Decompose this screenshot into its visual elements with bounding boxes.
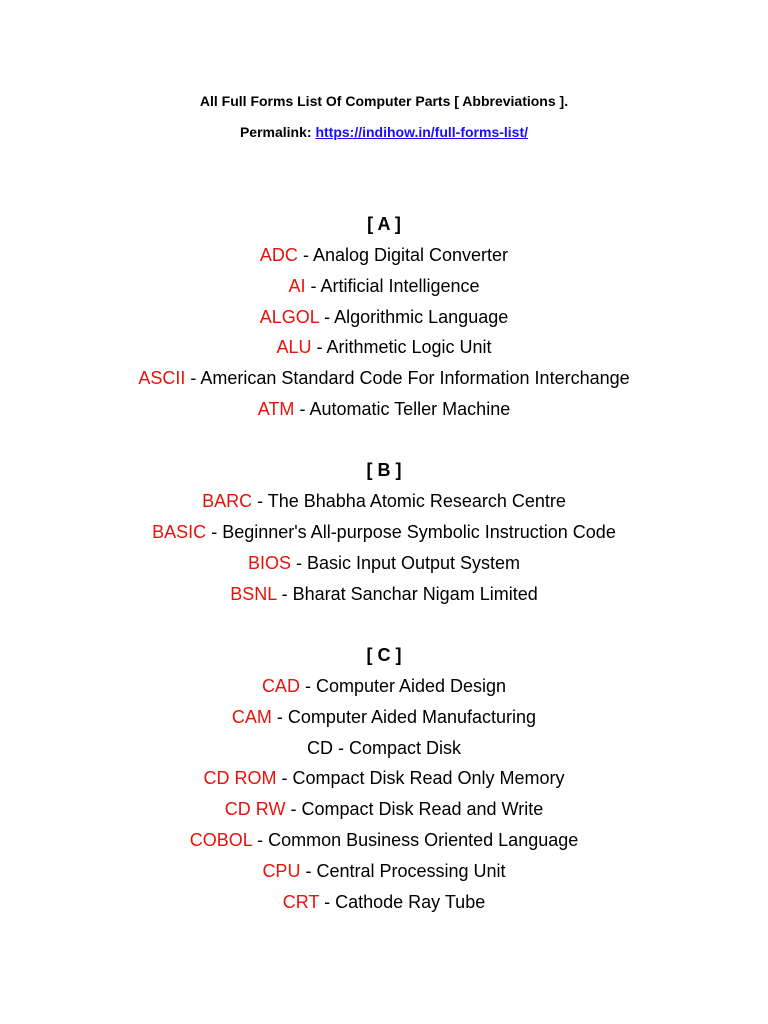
separator: - [285,799,302,820]
separator: - [276,583,293,604]
section-spacer [0,425,768,456]
abbreviation: CD ROM [203,768,277,789]
abbreviation: CAM [231,706,272,727]
section-block [0,455,768,609]
abbreviation: ADC [259,245,298,265]
abbreviation-entry [0,763,768,794]
abbreviation-entry [0,240,768,271]
full-form: Basic Input Output System [306,552,521,573]
separator: - [276,768,293,789]
abbreviation: CAD [261,675,300,696]
document-title: All Full Forms List Of Computer Parts [ Abbreviations ]. [199,93,569,109]
full-form: The Bhabha Atomic Research Centre [267,491,566,512]
full-form: Arithmetic Logic Unit [326,337,492,358]
full-form: Cathode Ray Tube [335,891,486,912]
permalink-link[interactable]: https://indihow.in/full-forms-list/ [315,124,529,140]
separator: - [300,860,317,881]
abbreviation-entry [0,486,768,517]
abbreviation-entry [0,856,768,887]
abbreviation: BIOS [247,552,291,573]
separator: - [305,275,321,296]
abbreviation-entry [0,733,768,764]
permalink-label: Permalink: [239,124,312,140]
abbreviation: ALGOL [259,306,320,327]
abbreviation-entry [0,548,768,579]
full-form: Computer Aided Design [315,675,507,696]
abbreviation-entry [0,394,768,425]
separator: - [206,522,223,543]
separator: - [271,706,288,727]
separator: - [290,552,307,573]
separator: - [252,491,268,512]
separator: - [294,398,310,419]
separator: - [297,245,313,265]
separator: - [319,306,335,327]
full-form: Beginner's All-purpose Symbolic Instruction Code [222,522,616,543]
abbreviation: BSNL [230,583,277,604]
abbreviation: CPU [262,860,301,881]
abbreviation-entry [0,517,768,548]
abbreviation-entry [0,363,768,394]
abbreviation-entry [0,332,768,363]
abbreviation: CD RW [224,799,286,820]
abbreviation-entry [0,302,768,333]
abbreviation: BASIC [152,522,207,543]
abbreviation: CRT [282,891,320,912]
full-form: Compact Disk Read and Write [301,799,544,820]
full-form: Common Business Oriented Language [268,829,579,850]
section-block [0,209,768,425]
permalink-line [0,121,768,143]
abbreviation-sections [0,209,768,917]
abbreviation-entry [0,702,768,733]
full-form: Artificial Intelligence [320,275,480,296]
separator: - [185,368,201,389]
section-block [0,640,768,917]
abbreviation-entry [0,794,768,825]
separator: - [311,337,327,358]
abbreviation: BARC [202,491,253,512]
section-spacer [0,609,768,640]
abbreviation-entry [0,825,768,856]
full-form: Analog Digital Converter [312,245,509,265]
separator: - [319,891,336,912]
full-form: Compact Disk [348,737,462,758]
abbreviation: ATM [257,398,295,419]
full-form: Computer Aided Manufacturing [287,706,537,727]
separator: - [252,829,269,850]
section-heading: [ B ] [366,460,402,481]
abbreviation: ASCII [138,368,186,389]
abbreviation-entry [0,887,768,918]
abbreviation: CD [306,737,333,758]
abbreviation: AI [288,275,306,296]
abbreviation-entry [0,579,768,610]
full-form: Compact Disk Read Only Memory [292,768,565,789]
abbreviation-entry [0,671,768,702]
full-form: Central Processing Unit [316,860,506,881]
full-form: American Standard Code For Information Interchange [200,368,630,389]
separator: - [332,737,349,758]
full-form: Bharat Sanchar Nigam Limited [292,583,538,604]
section-heading: [ C ] [366,644,402,665]
abbreviation: ALU [276,337,312,358]
section-heading: [ A ] [367,214,401,234]
separator: - [299,675,316,696]
full-form: Algorithmic Language [334,306,509,327]
abbreviation: COBOL [189,829,253,850]
full-form: Automatic Teller Machine [309,398,511,419]
abbreviation-entry [0,271,768,302]
